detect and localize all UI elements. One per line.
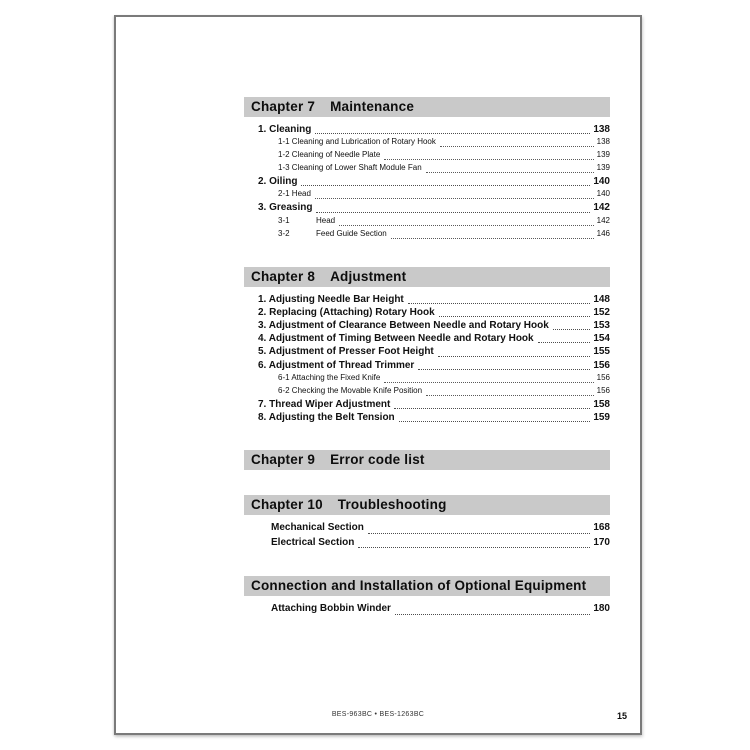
toc-section-chapter-7 [244, 97, 610, 242]
toc-entry-page: 138 [596, 137, 610, 147]
toc-entry [278, 216, 610, 229]
dot-leader [436, 137, 597, 150]
dot-leader [311, 189, 597, 202]
dot-leader [297, 176, 593, 189]
dot-leader [435, 307, 594, 320]
dot-leader [549, 320, 594, 333]
dot-leader [380, 373, 596, 386]
toc-entry [258, 399, 610, 412]
toc-entry-page: 156 [596, 385, 610, 395]
dot-leader [434, 346, 594, 359]
scanned-manual-page [114, 15, 642, 735]
toc-entry [258, 202, 610, 215]
toc-entry-page: 170 [593, 536, 610, 548]
toc-entry [258, 176, 610, 189]
toc-entry-label: Electrical Section [271, 536, 355, 548]
toc-entry-page: 158 [593, 398, 610, 410]
toc-entry-label: Feed Guide Section [316, 228, 387, 238]
dot-leader [391, 603, 593, 618]
toc-entry [278, 137, 610, 150]
dot-leader [414, 360, 593, 373]
toc-entry-label: 1-2 Cleaning of Needle Plate [278, 150, 381, 160]
dot-leader [312, 202, 593, 215]
toc-entry-label: Mechanical Section [271, 522, 364, 534]
toc-entry [258, 412, 610, 425]
toc-entry [278, 150, 610, 163]
chapter-number: Chapter 10 [251, 497, 323, 513]
dot-leader [335, 216, 597, 229]
chapter-heading [244, 450, 610, 470]
toc-entry-label: 5. Adjustment of Presser Foot Height [258, 346, 434, 358]
toc-entry [258, 294, 610, 307]
toc-entry-page: 155 [593, 346, 610, 358]
toc-section-chapter-9 [244, 450, 610, 470]
chapter-heading [244, 495, 610, 515]
toc-entry [258, 360, 610, 373]
toc-entry-label: 6-1 Attaching the Fixed Knife [278, 372, 381, 382]
toc-entry-page: 138 [593, 124, 610, 135]
toc-section-optional-equipment [244, 576, 610, 618]
toc-entry [271, 537, 610, 552]
toc-entry-label: 1. Adjusting Needle Bar Height [258, 293, 404, 305]
chapter-heading [244, 267, 610, 287]
toc-entry-number: 3-1 [278, 215, 290, 225]
dot-leader [395, 412, 594, 425]
table-of-contents [244, 97, 610, 643]
toc-entry [278, 229, 610, 242]
section-heading [244, 576, 610, 596]
toc-entry-page: 140 [596, 189, 610, 199]
toc-entry [278, 373, 610, 386]
chapter-title: Troubleshooting [337, 497, 447, 513]
chapter-title: Maintenance [330, 99, 415, 114]
toc-entry-page: 168 [593, 522, 610, 534]
chapter-number: Chapter 9 [251, 452, 316, 468]
toc-entry-label: 1. Cleaning [258, 124, 312, 135]
toc-entry [271, 603, 610, 618]
toc-entry-page: 156 [596, 372, 610, 382]
section-title: Connection and Installation of Optional Equipment [251, 578, 587, 594]
toc-entry-page: 153 [593, 319, 610, 331]
dot-leader [364, 522, 594, 537]
footer-model-text: BES-963BC • BES-1263BC [331, 711, 425, 718]
toc-entry-page: 148 [593, 293, 610, 305]
toc-entry-label: 2-1 Head [278, 189, 311, 199]
dot-leader [354, 537, 593, 552]
toc-entry-page: 152 [593, 306, 610, 318]
dot-leader [404, 294, 594, 307]
toc-entry [258, 307, 610, 320]
dot-leader [380, 150, 596, 163]
toc-entry-label: 6. Adjustment of Thread Trimmer [258, 359, 415, 371]
toc-entry-label: 8. Adjusting the Belt Tension [258, 411, 395, 423]
toc-entry [258, 320, 610, 333]
toc-entry-label: 1-3 Cleaning of Lower Shaft Module Fan [278, 163, 422, 173]
toc-entry-page: 140 [593, 176, 610, 188]
dot-leader [311, 124, 593, 137]
dot-leader [387, 229, 597, 242]
toc-entry [258, 346, 610, 359]
toc-entry-label: 3. Greasing [258, 202, 313, 214]
toc-entry-page: 156 [593, 359, 610, 371]
toc-entry [278, 189, 610, 202]
toc-entry-page: 154 [593, 333, 610, 345]
chapter-title: Error code list [330, 452, 425, 468]
toc-entry-label: 2. Replacing (Attaching) Rotary Hook [258, 306, 435, 318]
toc-entry [278, 163, 610, 176]
toc-entry-label: 4. Adjustment of Timing Between Needle and Rotary Hook [258, 333, 534, 345]
dot-leader [422, 386, 597, 399]
toc-section-chapter-10 [244, 495, 610, 551]
chapter-title: Adjustment [330, 268, 407, 284]
toc-entry-page: 139 [596, 163, 610, 173]
toc-entry [278, 386, 610, 399]
dot-leader [422, 163, 597, 176]
toc-entry [258, 333, 610, 346]
toc-section-chapter-8 [244, 267, 610, 426]
dot-leader [534, 333, 594, 346]
toc-entry-label: 2. Oiling [258, 176, 298, 188]
toc-entry [258, 124, 610, 137]
footer-page-number: 15 [616, 711, 627, 721]
toc-entry-label: Head [316, 215, 336, 225]
toc-entry-page: 142 [593, 202, 610, 214]
toc-entry-label: Attaching Bobbin Winder [271, 603, 391, 615]
toc-entry-page: 180 [593, 603, 610, 615]
toc-entry-label: 6-2 Checking the Movable Knife Position [278, 385, 423, 395]
toc-entry-label: 7. Thread Wiper Adjustment [258, 398, 391, 410]
toc-entry-label: 1-1 Cleaning and Lubrication of Rotary Hook [278, 137, 436, 147]
chapter-number: Chapter 7 [251, 99, 316, 114]
chapter-number: Chapter 8 [251, 268, 316, 284]
toc-entry-label: 3. Adjustment of Clearance Between Needle and Rotary Hook [258, 319, 549, 331]
toc-entry-page: 142 [596, 215, 610, 225]
toc-entry [271, 522, 610, 537]
chapter-heading [244, 97, 610, 117]
dot-leader [390, 399, 593, 412]
toc-entry-page: 139 [596, 150, 610, 160]
toc-entry-page: 159 [593, 411, 610, 423]
toc-entry-page: 146 [596, 228, 610, 238]
toc-entry-number: 3-2 [278, 228, 290, 238]
